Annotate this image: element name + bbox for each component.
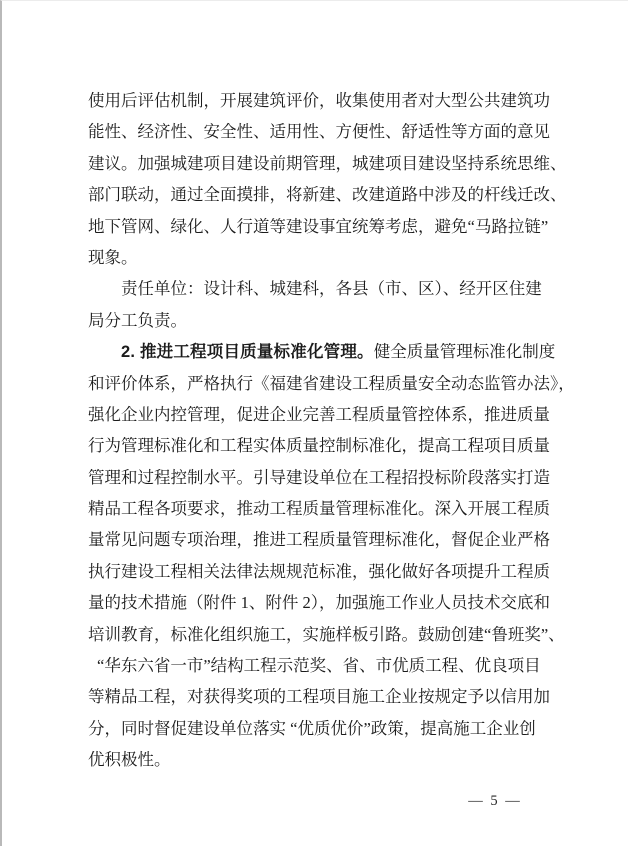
text-line: 建议。加强城建项目建设前期管理，城建项目建设坚持系统思维、 bbox=[88, 153, 567, 173]
text-line: 能性、经济性、安全性、适用性、方便性、舒适性等方面的意见 bbox=[88, 122, 550, 142]
text-line: 行为管理标准化和工程实体质量控制标准化，提高工程项目质量 bbox=[88, 436, 550, 456]
text-line: 精品工程各项要求，推动工程质量管理标准化。深入开展工程质 bbox=[88, 499, 550, 519]
text-line: 量的技术措施（附件 1、附件 2），加强施工作业人员技术交底和 bbox=[88, 593, 550, 613]
text-line: 分，同时督促建设单位落实 “优质优价”政策，提高施工企业创 bbox=[88, 718, 536, 738]
text-line: 地下管网、绿化、人行道等建设事宜统筹考虑，避免“马路拉链” bbox=[88, 216, 549, 236]
text-line: “华东六省一市”结构工程示范奖、省、市优质工程、优良项目 bbox=[97, 656, 541, 676]
text-line: 和评价体系，严格执行《福建省建设工程质量安全动态监管办法》， bbox=[88, 373, 575, 393]
bold-section-heading: 2. 推进工程项目质量标准化管理。 bbox=[121, 343, 374, 362]
text-line: 部门联动，通过全面摸排，将新建、改建道路中涉及的杆线迁改、 bbox=[88, 185, 567, 205]
text-line: 执行建设工程相关法律法规规范标准，强化做好各项提升工程质 bbox=[88, 561, 550, 581]
text-line: 优积极性。 bbox=[88, 750, 171, 770]
text-line: 强化企业内控管理，促进企业完善工程质量管控体系，推进质量 bbox=[88, 404, 550, 424]
text-line: 培训教育，标准化组织施工，实施样板引路。鼓励创建“鲁班奖”、 bbox=[88, 624, 565, 644]
text-line: 使用后评估机制，开展建筑评价，收集使用者对大型公共建筑功 bbox=[88, 91, 550, 110]
text-line: 责任单位：设计科、城建科，各县（市、区）、经开区住建 bbox=[121, 279, 542, 299]
document-text-block bbox=[88, 85, 575, 776]
page-number: — 5 — bbox=[468, 793, 522, 809]
text-line: 局分工负责。 bbox=[88, 310, 187, 330]
text-line: 等精品工程，对获得奖项的工程项目施工企业按规定予以信用加 bbox=[88, 687, 550, 707]
text-line: 量常见问题专项治理，推进工程质量管理标准化，督促企业严格 bbox=[88, 530, 550, 550]
text-line: 2. 推进工程项目质量标准化管理。健全质量管理标准化制度 bbox=[121, 342, 556, 362]
text-line: 管理和过程控制水平。引导建设单位在工程招投标阶段落实打造 bbox=[88, 467, 550, 487]
text-line: 现象。 bbox=[88, 247, 138, 267]
